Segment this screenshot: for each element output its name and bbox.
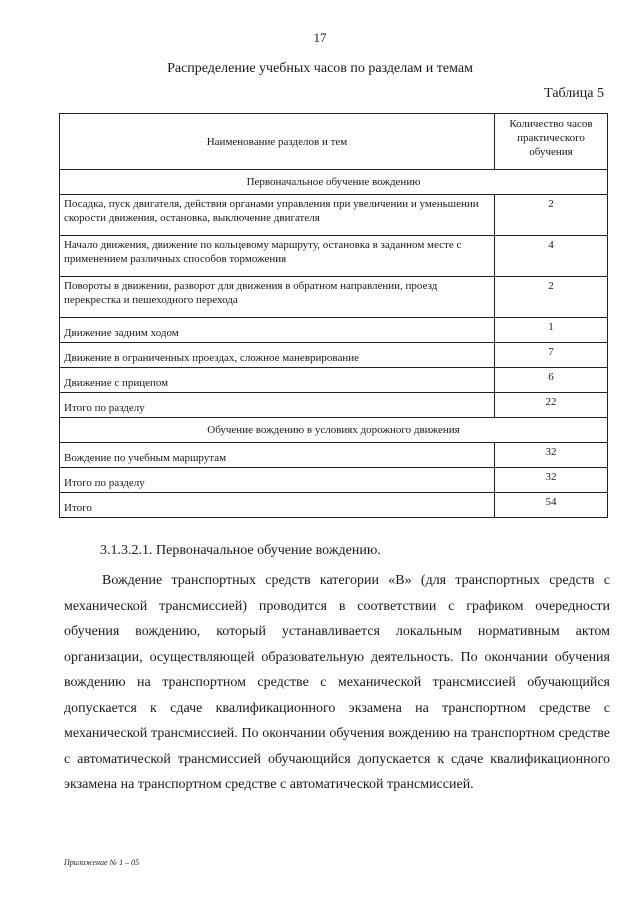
header-hours-cell: Количество часов практического обучения (495, 114, 608, 170)
total-name: Итого (60, 493, 495, 518)
table-row (60, 368, 608, 393)
table-row (60, 277, 608, 318)
subtotal-name: Итого по разделу (60, 393, 495, 418)
topic-hours: 7 (495, 343, 608, 368)
table-row (60, 393, 608, 418)
subsection-title: 3.1.3.2.1. Первоначальное обучение вождению. (100, 543, 381, 558)
topic-name: Вождение по учебным маршрутам (60, 443, 495, 468)
section-title: Первоначальное обучение вождению (60, 170, 608, 195)
table-row (60, 236, 608, 277)
table-row (60, 318, 608, 343)
subtotal-name: Итого по разделу (60, 468, 495, 493)
topic-hours: 1 (495, 318, 608, 343)
section-title: Обучение вождению в условиях дорожного движения (60, 418, 608, 443)
subtotal-hours: 22 (495, 393, 608, 418)
table-row (60, 443, 608, 468)
topic-name: Движение задним ходом (60, 318, 495, 343)
subtotal-hours: 32 (495, 468, 608, 493)
topic-hours: 4 (495, 236, 608, 277)
table-row (60, 343, 608, 368)
page-number: 17 (313, 30, 327, 45)
section-row (60, 418, 608, 443)
topic-name: Начало движения, движение по кольцевому маршруту, остановка в заданном месте с применением различных способов торможения (60, 236, 495, 277)
topic-name: Посадка, пуск двигателя, действия органами управления при увеличении и уменьшении скорости движения, остановка, выключение двигателя (60, 195, 495, 236)
section-row (60, 170, 608, 195)
topic-hours: 2 (495, 195, 608, 236)
body-paragraph: Вождение транспортных средств категории «B» (для транспортных средств с механической трансмиссией) проводится в соответствии с графиком очередности обучения вождению, который устанавливается локальным нормативным актом организации, осуществляющей образовательную деятельность. По окончании обучения вождению на транспортном средстве с механической трансмиссией обучающийся допускается к сдаче квалификационного экзамена на транспортном средстве с механической трансмиссией. По окончании обучения вождению на транспортном средстве с автоматической трансмиссией обучающийся допускается к сдаче квалификационного экзамена на транспортном средстве с автоматической трансмиссией. (64, 573, 610, 792)
document-title: Распределение учебных часов по разделам и темам (167, 61, 473, 76)
topic-hours: 6 (495, 368, 608, 393)
topic-name: Движение в ограниченных проездах, сложное маневрирование (60, 343, 495, 368)
table-label: Таблица 5 (544, 86, 604, 101)
topic-hours: 32 (495, 443, 608, 468)
hours-table (59, 113, 608, 518)
table-row (60, 195, 608, 236)
table-row (60, 468, 608, 493)
header-name-cell: Наименование разделов и тем (60, 114, 495, 170)
total-row (60, 493, 608, 518)
total-hours: 54 (495, 493, 608, 518)
table-header-row (60, 114, 608, 170)
topic-hours: 2 (495, 277, 608, 318)
topic-name: Движение с прицепом (60, 368, 495, 393)
topic-name: Повороты в движении, разворот для движения в обратном направлении, проезд перекрестка и пешеходного перехода (60, 277, 495, 318)
footer-note: Приложение № 1 – 05 (64, 858, 140, 867)
